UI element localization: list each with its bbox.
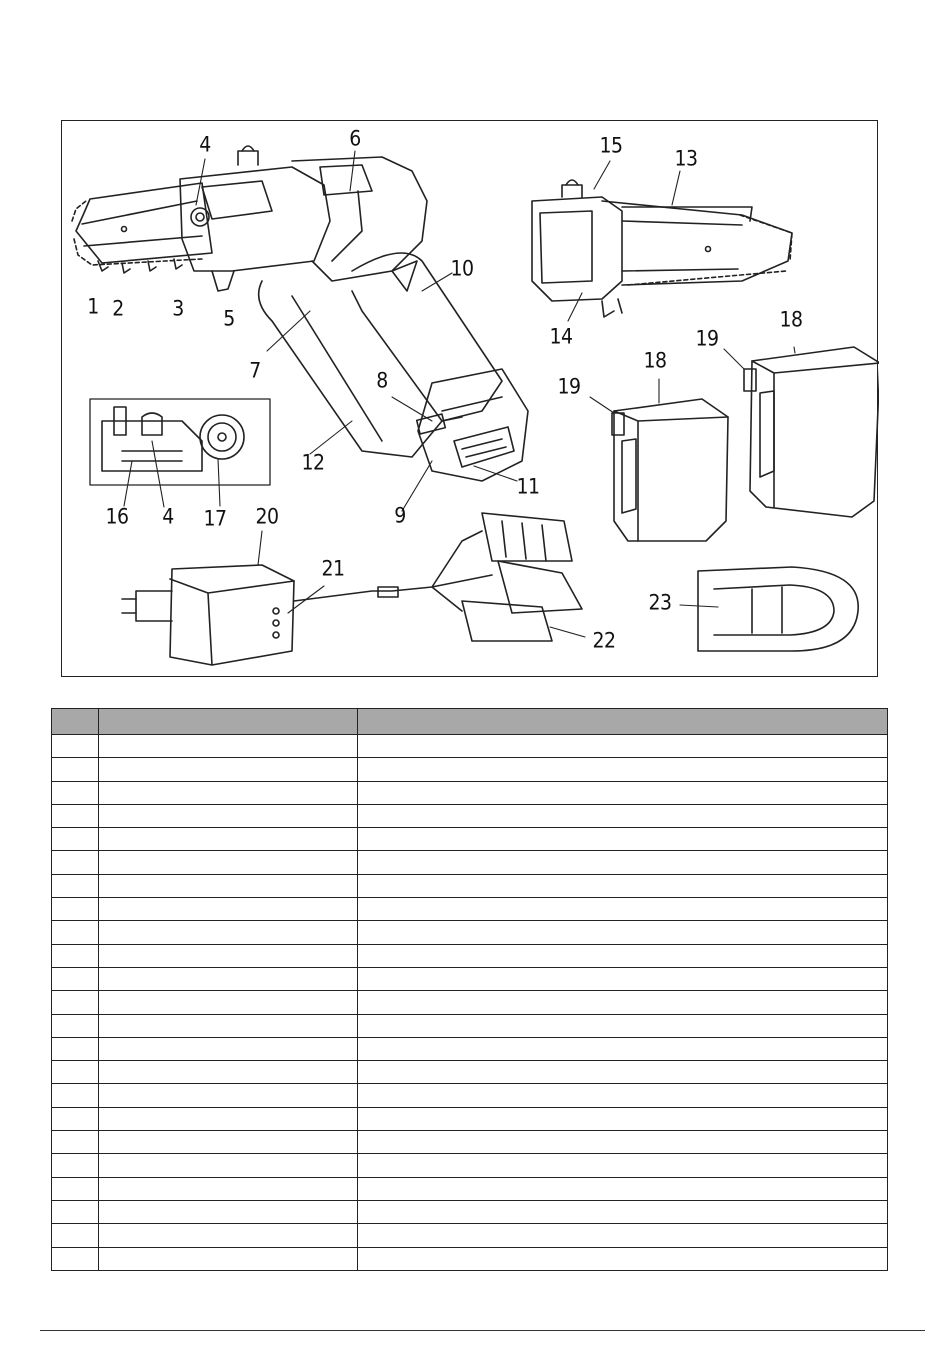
row-name-cell [99, 944, 358, 967]
table-row [52, 921, 888, 944]
row-description-cell [358, 1224, 888, 1247]
header-description [358, 709, 888, 735]
table-row [52, 944, 888, 967]
table-row [52, 1107, 888, 1130]
row-name-cell [99, 1131, 358, 1154]
row-number-cell [52, 851, 99, 874]
callout-label: 5 [223, 306, 235, 331]
row-number-cell [52, 1084, 99, 1107]
table-row [52, 1037, 888, 1060]
row-number-cell [52, 1107, 99, 1130]
table-row [52, 991, 888, 1014]
row-number-cell [52, 874, 99, 897]
row-number-cell [52, 944, 99, 967]
row-description-cell [358, 898, 888, 921]
row-name-cell [99, 1037, 358, 1060]
row-description-cell [358, 1014, 888, 1037]
row-number-cell [52, 898, 99, 921]
row-number-cell [52, 1247, 99, 1270]
callout-label: 8 [376, 368, 388, 393]
callout-label: 3 [172, 296, 184, 321]
row-name-cell [99, 1061, 358, 1084]
row-description-cell [358, 967, 888, 990]
table-row [52, 735, 888, 758]
row-description-cell [358, 1107, 888, 1130]
table-row [52, 874, 888, 897]
row-name-cell [99, 1107, 358, 1130]
row-description-cell [358, 828, 888, 851]
row-name-cell [99, 1177, 358, 1200]
row-description-cell [358, 1061, 888, 1084]
row-description-cell [358, 1200, 888, 1223]
callout-label: 7 [249, 358, 261, 383]
row-description-cell [358, 804, 888, 827]
row-description-cell [358, 944, 888, 967]
blade-guard-illustration [698, 567, 858, 651]
callout-label: 4 [199, 132, 211, 157]
callout-label: 4 [162, 504, 174, 529]
row-description-cell [358, 1084, 888, 1107]
row-number-cell [52, 921, 99, 944]
row-name-cell [99, 1084, 358, 1107]
row-description-cell [358, 921, 888, 944]
table-row [52, 1131, 888, 1154]
callout-label: 22 [592, 628, 616, 653]
table-row [52, 1224, 888, 1247]
row-number-cell [52, 1224, 99, 1247]
header-name [99, 709, 358, 735]
row-number-cell [52, 735, 99, 758]
callout-label: 20 [255, 504, 279, 529]
table-row [52, 967, 888, 990]
table-row [52, 898, 888, 921]
row-number-cell [52, 781, 99, 804]
row-description-cell [358, 1247, 888, 1270]
row-number-cell [52, 1177, 99, 1200]
detail-inset-illustration [90, 399, 270, 485]
row-description-cell [358, 758, 888, 781]
row-description-cell [358, 1037, 888, 1060]
row-name-cell [99, 898, 358, 921]
charger-illustration [122, 513, 582, 665]
header-number [52, 709, 99, 735]
callout-label: 23 [648, 590, 672, 615]
row-number-cell [52, 804, 99, 827]
chainsaw-main-illustration [72, 146, 528, 481]
row-description-cell [358, 781, 888, 804]
table-row [52, 781, 888, 804]
row-number-cell [52, 758, 99, 781]
row-name-cell [99, 758, 358, 781]
row-description-cell [358, 874, 888, 897]
row-number-cell [52, 1037, 99, 1060]
row-name-cell [99, 921, 358, 944]
chainsaw-side-illustration [532, 180, 792, 317]
callout-label: 17 [203, 506, 227, 531]
row-number-cell [52, 1154, 99, 1177]
table-row [52, 851, 888, 874]
callout-label: 10 [450, 256, 474, 281]
row-number-cell [52, 1061, 99, 1084]
table-row [52, 1247, 888, 1270]
callout-label: 18 [643, 348, 667, 373]
table-row [52, 1084, 888, 1107]
row-number-cell [52, 1200, 99, 1223]
row-description-cell [358, 1154, 888, 1177]
row-name-cell [99, 1224, 358, 1247]
table-row [52, 1061, 888, 1084]
row-description-cell [358, 991, 888, 1014]
footer-divider [40, 1330, 925, 1331]
row-name-cell [99, 1014, 358, 1037]
callout-label: 18 [779, 307, 803, 332]
table-row [52, 1014, 888, 1037]
figure-drawing [62, 121, 879, 678]
table-row [52, 1177, 888, 1200]
callout-label: 11 [516, 474, 540, 499]
callout-label: 13 [674, 146, 698, 171]
table-row [52, 1154, 888, 1177]
row-name-cell [99, 781, 358, 804]
row-name-cell [99, 851, 358, 874]
callout-label: 19 [695, 326, 719, 351]
callout-label: 2 [112, 296, 124, 321]
row-description-cell [358, 735, 888, 758]
row-name-cell [99, 804, 358, 827]
battery-large-illustration [744, 347, 879, 517]
row-name-cell [99, 1154, 358, 1177]
row-number-cell [52, 828, 99, 851]
row-description-cell [358, 1177, 888, 1200]
callout-label: 21 [321, 556, 345, 581]
callout-label: 9 [394, 503, 406, 528]
callout-label: 6 [349, 126, 361, 151]
parts-table-header [52, 709, 888, 735]
table-row [52, 804, 888, 827]
row-name-cell [99, 967, 358, 990]
row-name-cell [99, 735, 358, 758]
row-name-cell [99, 874, 358, 897]
row-name-cell [99, 991, 358, 1014]
tool-components-figure [61, 120, 878, 677]
row-number-cell [52, 991, 99, 1014]
table-row [52, 828, 888, 851]
row-name-cell [99, 828, 358, 851]
callout-label: 19 [557, 374, 581, 399]
row-name-cell [99, 1247, 358, 1270]
row-description-cell [358, 1131, 888, 1154]
table-row [52, 1200, 888, 1223]
row-name-cell [99, 1200, 358, 1223]
callout-label: 16 [105, 504, 129, 529]
callout-label: 1 [87, 294, 99, 319]
row-description-cell [358, 851, 888, 874]
row-number-cell [52, 1131, 99, 1154]
callout-label: 14 [549, 324, 573, 349]
table-row [52, 758, 888, 781]
parts-table-body [52, 735, 888, 1271]
row-number-cell [52, 967, 99, 990]
callout-label: 15 [599, 133, 623, 158]
battery-small-illustration [612, 399, 728, 541]
row-number-cell [52, 1014, 99, 1037]
callout-label: 12 [301, 450, 325, 475]
parts-table [51, 708, 888, 1271]
